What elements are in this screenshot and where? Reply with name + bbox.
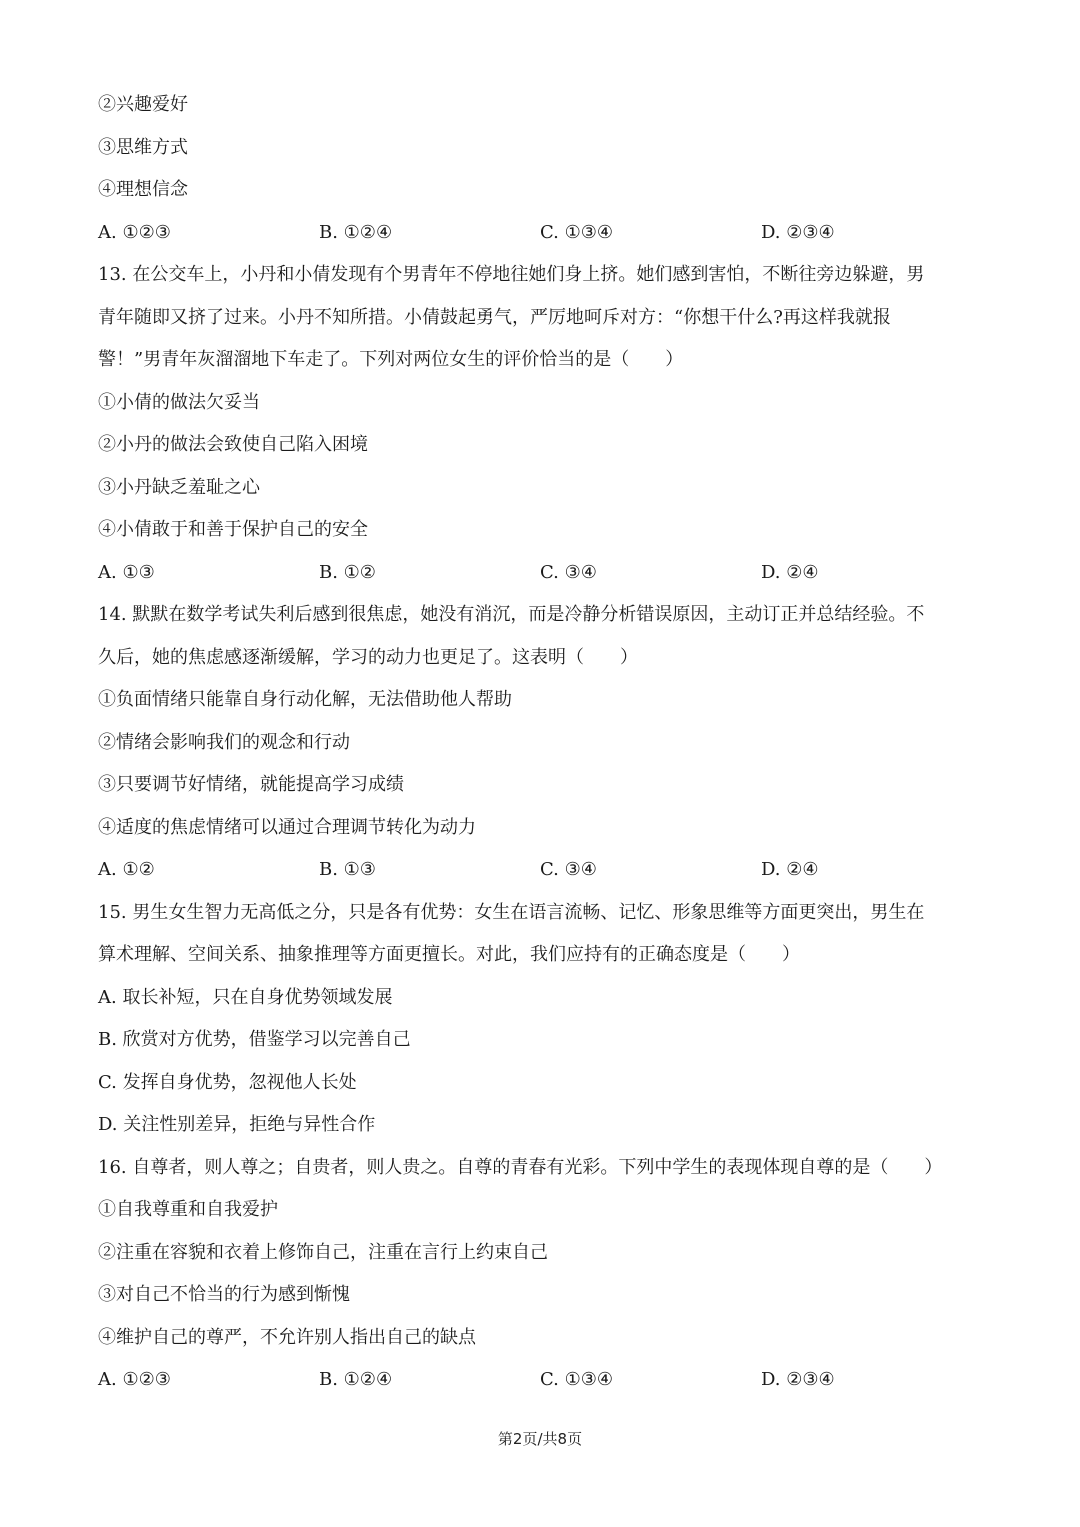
q13-option-d[interactable]: D. ②④ bbox=[761, 562, 819, 583]
q13-option-b[interactable]: B. ①② bbox=[319, 562, 376, 583]
q15-stem-line-2: 算术理解、空间关系、抽象推理等方面更擅长。对此，我们应持有的正确态度是（ ） bbox=[98, 944, 800, 965]
q13-item-4: ④小倩敢于和善于保护自己的安全 bbox=[98, 519, 368, 540]
q12-option-d[interactable]: D. ②③④ bbox=[761, 222, 835, 243]
q13-item-2: ②小丹的做法会致使自己陷入困境 bbox=[98, 434, 368, 455]
page-number-footer: 第2页/共8页 bbox=[497, 1430, 583, 1448]
q16-option-d[interactable]: D. ②③④ bbox=[761, 1369, 835, 1390]
q12-option-c[interactable]: C. ①③④ bbox=[540, 222, 613, 243]
q13-stem-line-2: 青年随即又挤了过来。小丹不知所措。小倩鼓起勇气，严厉地呵斥对方：“你想干什么?再这样我就报 bbox=[98, 307, 891, 328]
q12-options bbox=[98, 220, 978, 246]
q14-option-b[interactable]: B. ①③ bbox=[319, 859, 376, 880]
q13-option-a[interactable]: A. ①③ bbox=[98, 562, 155, 583]
q14-item-4: ④适度的焦虑情绪可以通过合理调节转化为动力 bbox=[98, 817, 476, 838]
q14-item-3: ③只要调节好情绪，就能提高学习成绩 bbox=[98, 774, 404, 795]
q16-item-3: ③对自己不恰当的行为感到惭愧 bbox=[98, 1284, 350, 1305]
q14-stem-line-2: 久后，她的焦虑感逐渐缓解，学习的动力也更足了。这表明（ ） bbox=[98, 647, 638, 668]
q13-options bbox=[98, 560, 978, 586]
q13-stem-line-1: 13. 在公交车上，小丹和小倩发现有个男青年不停地往她们身上挤。她们感到害怕，不断往旁边躲避，男 bbox=[98, 264, 925, 285]
q15-stem-line-1: 15. 男生女生智力无高低之分，只是各有优势：女生在语言流畅、记忆、形象思维等方面更突出，男生在 bbox=[98, 902, 925, 923]
q15-option-b[interactable]: B. 欣赏对方优势，借鉴学习以完善自己 bbox=[98, 1029, 411, 1050]
q12-item-4: ④理想信念 bbox=[98, 179, 188, 200]
q16-item-2: ②注重在容貌和衣着上修饰自己，注重在言行上约束自己 bbox=[98, 1242, 548, 1263]
q15-option-a[interactable]: A. 取长补短，只在自身优势领域发展 bbox=[98, 987, 393, 1008]
q12-option-b[interactable]: B. ①②④ bbox=[319, 222, 393, 243]
q13-item-3: ③小丹缺乏羞耻之心 bbox=[98, 477, 260, 498]
q16-stem-line-1: 16. 自尊者，则人尊之；自贵者，则人贵之。自尊的青春有光彩。下列中学生的表现体现自尊的是（ ） bbox=[98, 1157, 943, 1178]
q14-option-a[interactable]: A. ①② bbox=[98, 859, 155, 880]
q16-item-4: ④维护自己的尊严，不允许别人指出自己的缺点 bbox=[98, 1327, 476, 1348]
q14-option-d[interactable]: D. ②④ bbox=[761, 859, 819, 880]
q12-item-3: ③思维方式 bbox=[98, 137, 188, 158]
q16-option-b[interactable]: B. ①②④ bbox=[319, 1369, 393, 1390]
q16-option-c[interactable]: C. ①③④ bbox=[540, 1369, 613, 1390]
q14-item-1: ①负面情绪只能靠自身行动化解，无法借助他人帮助 bbox=[98, 689, 512, 710]
q14-options bbox=[98, 857, 978, 883]
q13-option-c[interactable]: C. ③④ bbox=[540, 562, 597, 583]
q16-option-a[interactable]: A. ①②③ bbox=[98, 1369, 171, 1390]
q13-item-1: ①小倩的做法欠妥当 bbox=[98, 392, 260, 413]
q16-item-1: ①自我尊重和自我爱护 bbox=[98, 1199, 278, 1220]
q13-stem-line-3: 警！”男青年灰溜溜地下车走了。下列对两位女生的评价恰当的是（ ） bbox=[98, 349, 684, 370]
q12-item-2: ②兴趣爱好 bbox=[98, 94, 188, 115]
q14-option-c[interactable]: C. ③④ bbox=[540, 859, 597, 880]
q15-option-c[interactable]: C. 发挥自身优势，忽视他人长处 bbox=[98, 1072, 357, 1093]
q14-item-2: ②情绪会影响我们的观念和行动 bbox=[98, 732, 350, 753]
q14-stem-line-1: 14. 默默在数学考试失利后感到很焦虑，她没有消沉，而是冷静分析错误原因，主动订正并总结经验。不 bbox=[98, 604, 925, 625]
q15-option-d[interactable]: D. 关注性别差异，拒绝与异性合作 bbox=[98, 1114, 376, 1135]
q16-options bbox=[98, 1367, 978, 1393]
q12-option-a[interactable]: A. ①②③ bbox=[98, 222, 171, 243]
